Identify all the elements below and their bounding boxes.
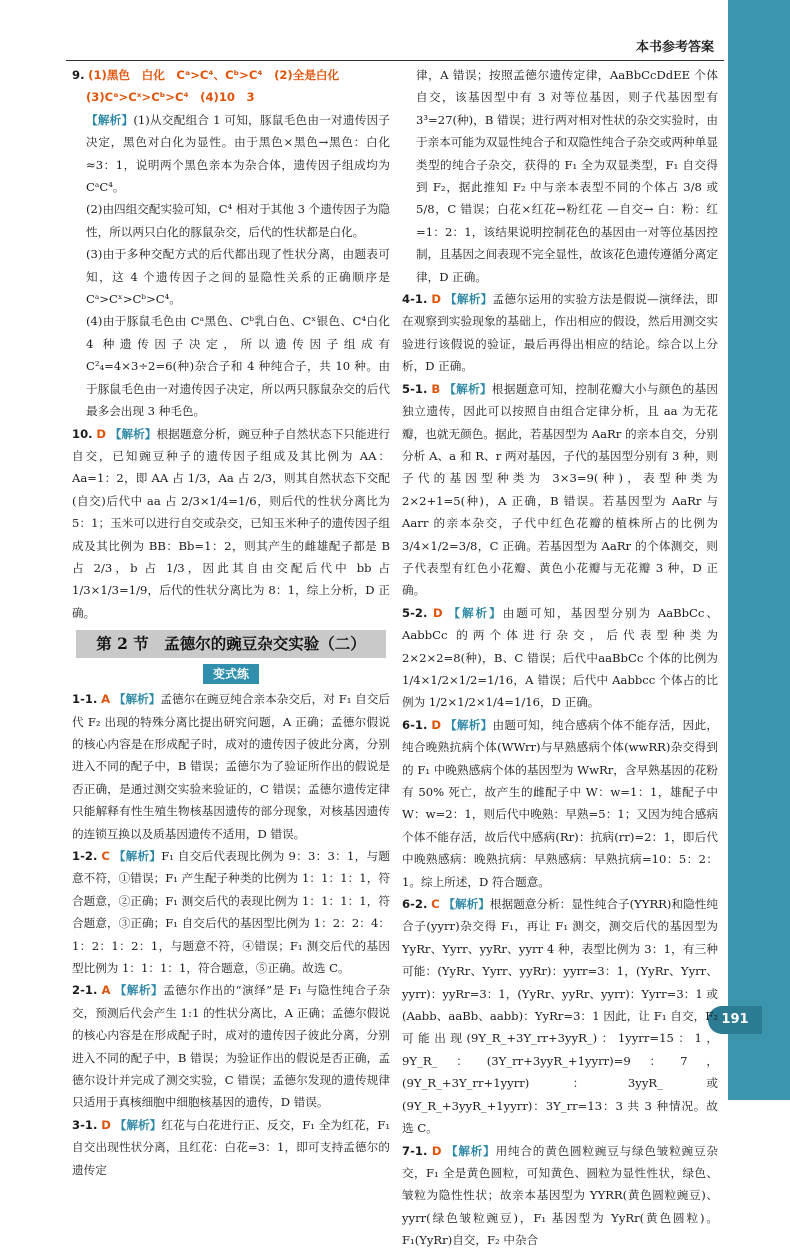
question-number: 2-1. xyxy=(72,983,98,998)
answer-letter: D xyxy=(433,605,443,620)
section-badge-wrap xyxy=(72,662,390,688)
side-color-bar xyxy=(728,0,790,1100)
analysis-text: 根据题意分析，豌豆种子自然状态下只能进行自交，已知豌豆种子的遗传因子组成及其比例为 AA：Aa=1：2，即 AA 占 1/3，Aa 占 2/3，则其自然状态下交配(自交)后代中 aa 占 2/3×1/4=1/6，则后代的性状分离比为 5：1；玉米可以进行自交或杂交，已知玉米种子的遗传因子组成及其比例为 BB：Bb=1：2，则其产生的雌雄配子都是 B 占 2/3，b 占 1/3，因此其自由交配后代中 bb 占 1/3×1/3=1/9，后代的性状分离比为 8：1，综上分析，D 正确。 xyxy=(72,426,390,620)
analysis-text: 孟德尔作出的“演绎”是 F₁ 与隐性纯合子杂交，预测后代会产生 1:1 的性状分离比，A 正确；孟德尔假说的核心内容是在形成配子时，成对的遗传因子彼此分离，分别进入不同的配子中，B 错误；为验证作出的假说是否正确，孟德尔设计并完成了测交实验，C 错误；孟德尔发现的遗传规律只适用于真核细胞中细胞核基因的遗传，D 错误。 xyxy=(72,983,390,1110)
answer-entry-4-1 xyxy=(402,288,718,378)
answer-entry-9 xyxy=(72,64,390,86)
question-number: 1-1. xyxy=(72,692,98,707)
analysis-text: 由题可知，纯合感病个体不能存活，因此，纯合晚熟抗病个体(WWrr)与早熟感病个体(wwRR)杂交得到的 F₁ 中晚熟感病个体的基因型为 WwRr，含早熟基因的花粉有 50% 死亡，故产生的雌配子中 W：w=1：1，雄配子中 W：w=2：1，则后代中晚熟：早熟=5：1；又因为纯合感病个体不能存活，故后代中感病(Rr)：抗病(rr)=2：1，即后代中晚熟感病：晚熟抗病：早熟感病：早熟抗病=10：5：2：1。综上所述，D 符合题意。 xyxy=(402,717,718,889)
question-number: 4-1. xyxy=(402,292,428,307)
answer-entry-2-1 xyxy=(72,979,390,1113)
right-column xyxy=(402,64,718,1248)
question-number: 6-2. xyxy=(402,897,428,912)
answer-entry-5-1 xyxy=(402,378,718,602)
question-number: 6-1. xyxy=(402,717,428,732)
question-number: 5-1. xyxy=(402,381,428,396)
analysis-tag: 【解析】 xyxy=(113,692,161,707)
analysis-text: 根据题意分析：显性纯合子(YYRR)和隐性纯合子(yyrr)杂交得 F₁，再让 F₁ 测交，测交后代的基因型为 YyRr、Yyrr、yyRr、yyrr 4 种，表型比例为 3：1，有三种可能：(YyRr、Yyrr、yyRr)：yyrr=3：1，(YyRr、Yyrr、yyrr)：yyRr=3：1，(YyRr、yyRr、yyrr)：Yyrr=3：1 或(Aabb、aaBb、aabb)：YyRr=3：1 因此，让 F₁ 自交，F₂ 可能出现(9Y_R_+3Y_rr+3yyR_)：1yyrr=15：1，9Y_R_：(3Y_rr+3yyR_+1yyrr)=9：7，(9Y_R_+3Y_rr+1yyrr)：3yyR_或(9Y_R_+3yyR_+1yyrr)：3Y_rr=13：3 共 3 种情况。故选 C。 xyxy=(402,897,718,1136)
answer-letter: D xyxy=(431,1143,442,1158)
analysis-tag: 【解析】 xyxy=(109,426,157,441)
answer-letter: D xyxy=(431,717,441,732)
answer-letter: D xyxy=(101,1117,111,1132)
analysis-text: 根据题意可知，控制花瓣大小与颜色的基因独立遗传，因此可以按照自由组合定律分析，且 aa 为无花瓣，也就无颜色。据此，若基因型为 AaRr 的亲本自交，分别分析 A、a 和 R、r 两对基因，子代的基因型分别有 3 种，则子代的基因型种类为 3×3=9(种)，表型种类为 2×2+1=5(种)，A 正确，B 错误。若基因型为 AaRr 与 Aarr 的亲本杂交，子代中红色花瓣的植株所占的比例为 3/4×1/2=3/8，C 正确。若基因型为 AaRr 的个体测交，则子代表型有红色小花瓣、黄色小花瓣与无花瓣 3 种，D 正确。 xyxy=(402,381,718,598)
analysis-tag: 【解析】 xyxy=(443,897,490,912)
answer-entry-5-2 xyxy=(402,602,718,714)
analysis-text: 用纯合的黄色圆粒豌豆与绿色皱粒豌豆杂交，F₁ 全是黄色圆粒，可知黄色、圆粒为显性性状，绿色、皱粒为隐性性状；故亲本基因型为 YYRR(黄色圆粒豌豆)、yyrr(绿色皱粒豌豆)，F₁ 基因型为 YyRr(黄色圆粒)。F₁(YyRr)自交，F₂ 中杂合 xyxy=(402,1143,718,1248)
analysis-tag: 【解析】 xyxy=(448,605,503,620)
answer-key: (3)Cᵃ>Cˣ>Cᵇ>C⁴ (4)10 3 xyxy=(86,90,255,105)
answer-entry-1-2 xyxy=(72,845,390,979)
analysis-paragraph xyxy=(72,109,390,199)
answer-entry-7-1 xyxy=(402,1140,718,1252)
analysis-text: 孟德尔运用的实验方法是假说—演绎法，即在观察到实验现象的基础上，作出相应的假设，然后用测交实验进行该假说的验证，最后再得出相应的结论。综合以上分析，D 正确。 xyxy=(402,292,718,374)
question-number: 5-2. xyxy=(402,605,428,620)
answer-key: (1)黑色 白化 Cᵃ>C⁴、Cᵇ>C⁴ (2)全是白化 xyxy=(88,68,340,82)
analysis-text: F₁ 自交后代表现比例为 9：3：3：1，与题意不符，①错误；F₁ 产生配子种类的比例为 1：1：1：1，符合题意，②正确；F₁ 测交后代的表现比例为 1：1：1：1，符合题意，③正确；F₁ 自交后代的基因型比例为 1：2：2：4：1：2：1：2：1，与题意不符，④错误；F₁ 测交后代的基因型比例为 1：1：1：1，符合题意，⑤正确。故选 C。 xyxy=(72,849,390,976)
question-number: 3-1. xyxy=(72,1117,98,1132)
header-title: 本书参考答案 xyxy=(635,40,714,55)
analysis-continuation: 律，A 错误；按照孟德尔遗传定律，AaBbCcDdEE 个体自交，该基因型中有 3 对等位基因，则子代基因型有 3³=27(种)，B 错误；进行两对相对性状的杂交实验时，由于亲本可能为双显性纯合子和双隐性纯合子杂交或两种单显类型的纯合子杂交，获得的 F₁ 全为双显类型，F₁ 自交得到 F₂，据此推知 F₂ 中与亲本表型不同的个体占 3/8 或 5/8，C 错误；白花×红花→粉红花 —自交→ 白：粉：红=1：2：1，该结果说明控制花色的基因由一对等位基因控制，且基因之间表现不完全显性，故该花色遗传遵循分离定律，D 正确。 xyxy=(416,68,718,284)
answer-entry-6-2 xyxy=(402,893,718,1139)
question-number: 9. xyxy=(72,68,85,82)
section-title: 第 2 节 孟德尔的豌豆杂交实验（二） xyxy=(76,630,386,658)
answer-letter: C xyxy=(101,849,110,863)
page-number: 191 xyxy=(708,1006,762,1034)
left-column xyxy=(72,64,391,1177)
header-divider xyxy=(66,60,724,61)
question-number: 7-1. xyxy=(402,1143,428,1158)
analysis-paragraph: (3)由于多种交配方式的后代都出现了性状分离，由题表可知，这 4 个遗传因子之间的显隐性关系的正确顺序是 Cᵃ>Cˣ>Cᵇ>C⁴。 xyxy=(86,247,390,307)
analysis-tag: 【解析】 xyxy=(113,849,162,863)
answer-entry-10 xyxy=(72,423,390,625)
analysis-tag: 【解析】 xyxy=(444,381,492,396)
answer-letter: C xyxy=(431,897,440,912)
analysis-text: 红花与白花进行正、反交，F₁ 全为红花，F₁ 自交出现性状分离，且红花：白花=3：1，即可支持孟德尔的遗传定 xyxy=(72,1117,391,1177)
answer-letter: D xyxy=(431,292,441,307)
question-number: 1-2. xyxy=(72,849,98,863)
answer-entry-6-1 xyxy=(402,714,718,893)
answer-key-line xyxy=(72,86,390,108)
analysis-text: 孟德尔在豌豆纯合亲本杂交后，对 F₁ 自交后代 F₂ 出现的特殊分离比提出研究问题，A 正确；孟德尔假说的核心内容是在形成配子时，成对的遗传因子彼此分离，分别进入不同的配子中，B 错误；孟德尔为了验证所作出的假说是否正确，是通过测交实验来验证的，C 错误；孟德尔遗传定律只能解释有性生殖生物核基因遗传的部分现象，对核基因遗传的连锁互换以及质基因遗传不适用，D 错误。 xyxy=(72,692,390,841)
answer-letter: A xyxy=(101,692,111,707)
section-badge: 变式练 xyxy=(203,664,259,684)
analysis-tag: 【解析】 xyxy=(445,1143,496,1158)
analysis-tag: 【解析】 xyxy=(114,983,164,998)
analysis-text: 由题可知，基因型分别为 AaBbCc、AabbCc 的两个体进行杂交，后代表型种类为 2×2×2=8(种)，B、C 错误；后代中aaBbCc 个体的比例为 1/4×1/2×1/2=1/16，A 错误；后代中 Aabbcc 个体占的比例为 1/2×1/2×1/4=1/16，D 正确。 xyxy=(402,605,718,710)
question-number: 10. xyxy=(72,426,93,441)
analysis-tag: 【解析】 xyxy=(86,112,134,127)
analysis-tag: 【解析】 xyxy=(114,1117,162,1132)
analysis-paragraph: (2)由四组交配实验可知，C⁴ 相对于其他 3 个遗传因子为隐性，所以两只白化的豚鼠杂交，后代的性状都是白化。 xyxy=(86,202,390,239)
analysis-tag: 【解析】 xyxy=(444,292,493,307)
analysis-tag: 【解析】 xyxy=(444,717,493,732)
answer-letter: B xyxy=(431,381,441,396)
analysis-paragraph: (4)由于豚鼠毛色由 Cᵃ黑色、Cᵇ乳白色、Cˣ银色、C⁴白化 4 种遗传因子决定，所以遗传因子组成有 C²₄=4×3÷2=6(种)杂合子和 4 种纯合子，共 10 种。由于豚鼠毛色由一对遗传因子决定，所以两只豚鼠杂交的后代最多会出现 3 种毛色。 xyxy=(86,314,390,419)
answer-letter: D xyxy=(96,426,106,441)
answer-letter: A xyxy=(101,983,111,998)
analysis-text: (1)从交配组合 1 可知，豚鼠毛色由一对遗传因子决定，黑色对白化为显性。由于黑色×黑色→黑色：白化≈3：1，说明两个黑色亲本为杂合体，遗传因子组成均为CᵃC⁴。 xyxy=(86,112,390,195)
answer-entry-1-1 xyxy=(72,688,390,845)
answer-entry-3-1 xyxy=(72,1114,390,1181)
